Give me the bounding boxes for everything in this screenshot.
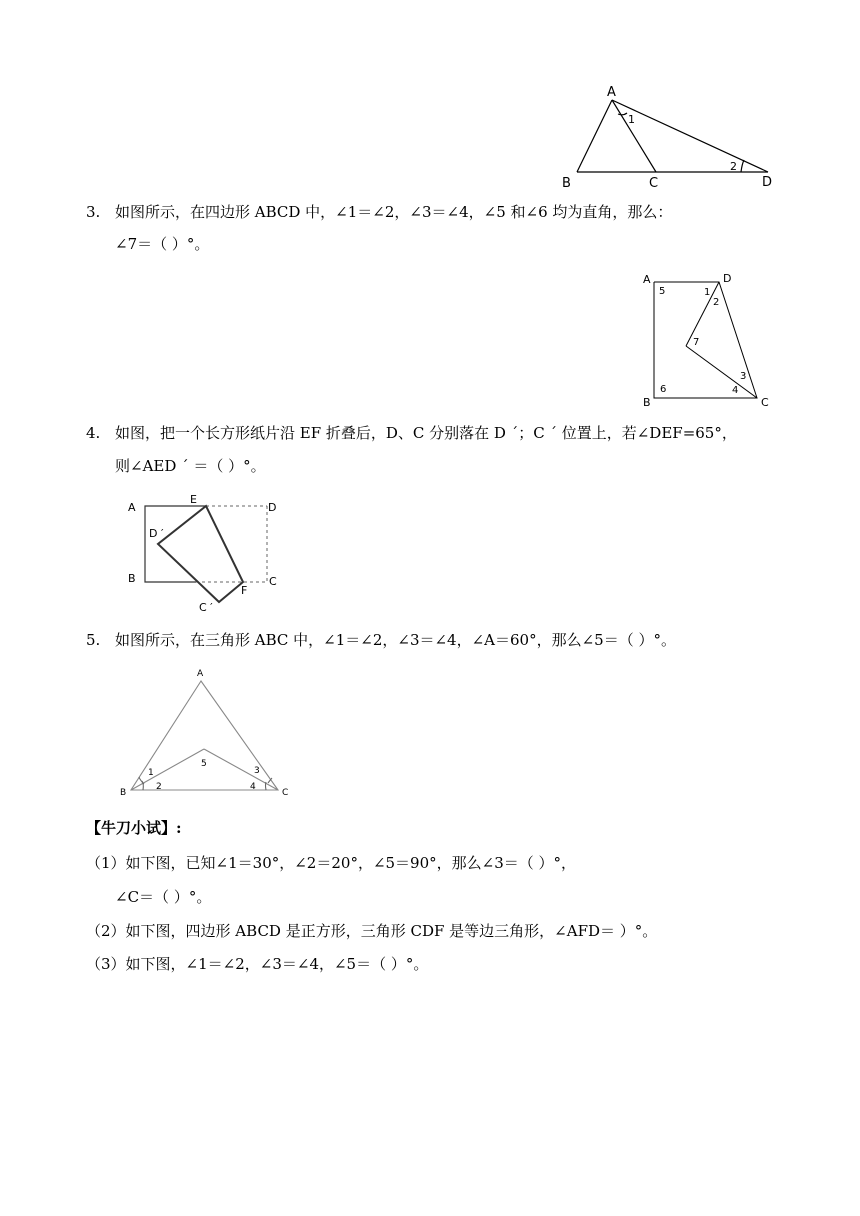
fig-q4-label-Cprime: C ′ <box>199 601 213 614</box>
fig-q3-angle-5: 5 <box>659 286 666 297</box>
q4-text-line2: 则∠AED ´ ＝（ ）°。 <box>115 457 266 475</box>
practice-1-line2: ∠C＝（ ）°。 <box>115 888 212 906</box>
fig-q4-label-A: A <box>128 501 136 514</box>
q4-number: 4. <box>86 424 101 442</box>
fig-q3-angle-2: 2 <box>713 297 720 308</box>
fig-q5-angle-5: 5 <box>201 759 207 769</box>
fig-q3-angle-1: 1 <box>704 287 711 298</box>
fig-top-angle-1: 1 <box>628 113 635 126</box>
fig-top-label-B: B <box>562 176 571 191</box>
fig-q3-label-C: C <box>761 396 769 409</box>
practice-1-line1: （1）如下图，已知∠1＝30°，∠2＝20°，∠5＝90°，那么∠3＝（ ）°， <box>86 854 577 872</box>
practice-3: （3）如下图，∠1＝∠2，∠3＝∠4，∠5＝（ ）°。 <box>86 955 429 973</box>
fig-q4-label-C: C <box>269 575 277 588</box>
fig-q3-label-D: D <box>723 272 732 285</box>
fig-q4-label-E: E <box>190 493 197 506</box>
fig-q5-angle-2: 2 <box>156 782 162 792</box>
fig-q3-label-A: A <box>643 273 651 286</box>
fig-q5-angle-3: 3 <box>254 766 260 776</box>
fig-top-label-A: A <box>607 85 616 100</box>
fig-q5-label-C: C <box>282 788 289 798</box>
fig-top-label-C: C <box>649 176 659 191</box>
q4-text-line1: 如图，把一个长方形纸片沿 EF 折叠后，D、C 分别落在 D ´；C ´ 位置上，若∠DEF=65°， <box>115 424 737 442</box>
fig-q3-angle-4: 4 <box>732 385 739 396</box>
fig-q4-label-F: F <box>241 584 248 597</box>
fig-q3-label-B: B <box>643 396 651 409</box>
fig-q3-angle-6: 6 <box>660 384 667 395</box>
fig-q5-label-A: A <box>197 669 204 679</box>
fig-q5-angle-1: 1 <box>148 768 154 778</box>
fig-q5-angle-4: 4 <box>250 782 256 792</box>
fig-q3-angle-3: 3 <box>740 371 747 382</box>
q5-number: 5. <box>86 631 101 649</box>
fig-q5-label-B: B <box>120 788 127 798</box>
fig-q4-label-B: B <box>128 572 136 585</box>
practice-heading: 【牛刀小试】: <box>86 819 182 837</box>
fig-q4-label-D: D <box>268 501 277 514</box>
fig-q4-label-Dprime: D ′ <box>149 527 164 540</box>
q3-text-line2: ∠7＝（ ）°。 <box>115 235 210 253</box>
q3-text-line1: 如图所示，在四边形 ABCD 中，∠1＝∠2，∠3＝∠4，∠5 和∠6 均为直角，那么： <box>115 203 673 221</box>
fig-q3-angle-7: 7 <box>693 337 700 348</box>
q3-number: 3. <box>86 203 101 221</box>
practice-2: （2）如下图，四边形 ABCD 是正方形，三角形 CDF 是等边三角形，∠AFD＝ ）°。 <box>86 922 658 940</box>
fig-top-label-D: D <box>762 175 773 190</box>
q5-text-line1: 如图所示，在三角形 ABC 中，∠1＝∠2，∠3＝∠4，∠A＝60°，那么∠5＝（ ）°。 <box>115 631 676 649</box>
fig-top-angle-2: 2 <box>730 160 737 173</box>
